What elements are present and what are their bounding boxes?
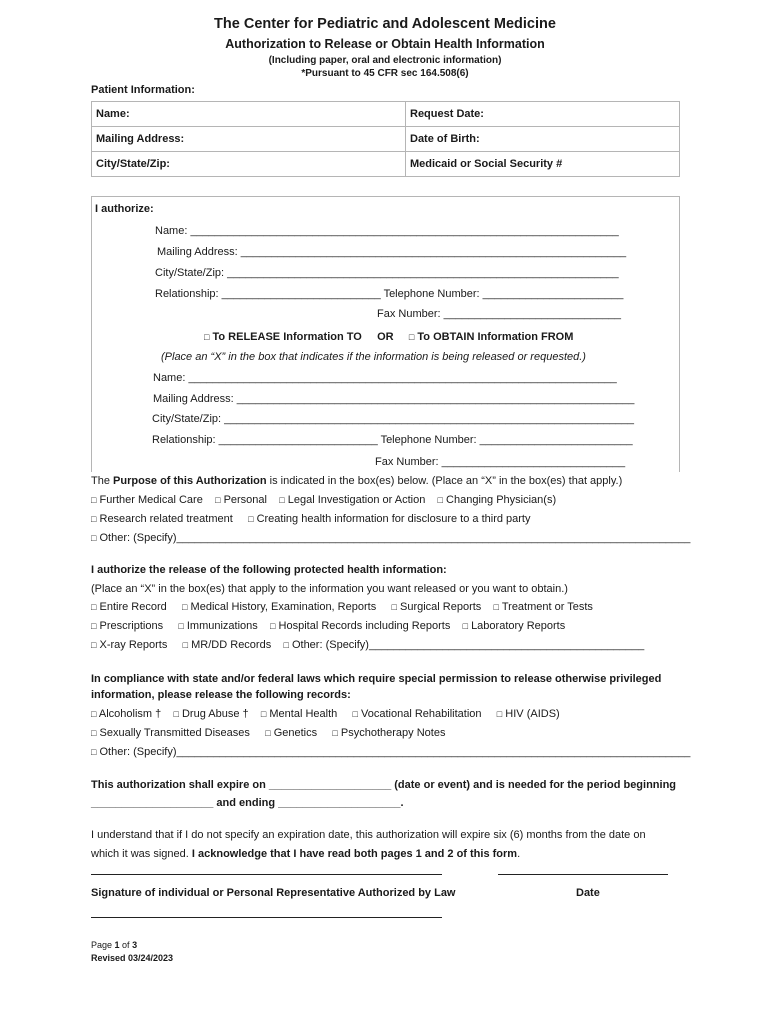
checkbox-medical-history[interactable]: □ Medical History, Examination, Reports [182, 601, 377, 613]
patient-info-table [91, 101, 680, 177]
form-note-2: *Pursuant to 45 CFR sec 164.508(6) [301, 68, 469, 79]
request-date-field[interactable]: Request Date: [406, 102, 680, 127]
patient-info-heading: Patient Information: [91, 84, 195, 96]
obtain-checkbox-icon[interactable]: □ [408, 332, 415, 342]
checkbox-drug-abuse[interactable]: □ Drug Abuse † [173, 708, 249, 720]
purpose-options-row-1 [91, 494, 556, 506]
release-obtain-row [204, 331, 573, 343]
form-title: The Center for Pediatric and Adolescent Medicine [214, 16, 556, 32]
checkbox-creating-info[interactable]: □ Creating health information for disclosure to a third party [248, 513, 531, 525]
expire-line-2: ____________________ and ending ____________________. [91, 797, 404, 809]
checkbox-hospital-records[interactable]: □ Hospital Records including Reports [270, 620, 451, 632]
checkbox-mrdd-records[interactable]: □ MR/DD Records [182, 639, 272, 651]
special-row-1 [91, 708, 560, 720]
checkbox-prescriptions[interactable]: □ Prescriptions [91, 620, 164, 632]
date-of-birth-field[interactable]: Date of Birth: [406, 127, 680, 152]
phi-row-3 [91, 639, 644, 651]
checkbox-legal-investigation[interactable]: □ Legal Investigation or Action [279, 494, 426, 506]
checkbox-laboratory-reports[interactable]: □ Laboratory Reports [462, 620, 566, 632]
authorized-mailing-field[interactable]: Mailing Address: _______________________________________________________________ [157, 246, 627, 258]
authorized-city-field[interactable]: City/State/Zip: ________________________________________________________________ [155, 267, 619, 279]
checkbox-surgical-reports[interactable]: □ Surgical Reports [391, 601, 482, 613]
phi-heading: I authorize the release of the following protected health information: [91, 564, 447, 576]
checkbox-entire-record[interactable]: □ Entire Record [91, 601, 167, 613]
checkbox-hiv[interactable]: □ HIV (AIDS) [496, 708, 560, 720]
checkbox-mental-health[interactable]: □ Mental Health [260, 708, 338, 720]
checkbox-genetics[interactable]: □ Genetics [265, 727, 318, 739]
party-relationship-field[interactable]: Relationship: __________________________ Telephone Number: _________________________ [152, 434, 633, 446]
checkbox-psychotherapy[interactable]: □ Psychotherapy Notes [332, 727, 446, 739]
party-city-field[interactable]: City/State/Zip: ___________________________________________________________________ [152, 413, 635, 425]
witness-line[interactable] [91, 917, 442, 918]
checkbox-personal[interactable]: □ Personal [215, 494, 267, 506]
checkbox-vocational-rehab[interactable]: □ Vocational Rehabilitation [352, 708, 482, 720]
checkbox-std[interactable]: □ Sexually Transmitted Diseases [91, 727, 250, 739]
checkbox-xray-reports[interactable]: □ X-ray Reports [91, 639, 168, 651]
checkbox-changing-physician[interactable]: □ Changing Physician(s) [437, 494, 557, 506]
special-heading-2: information, please release the following records: [91, 689, 351, 701]
mailing-address-field[interactable]: Mailing Address: [92, 127, 406, 152]
special-heading-1: In compliance with state and/or federal laws which require special permission to release otherwise privileged [91, 673, 662, 685]
city-state-zip-field[interactable]: City/State/Zip: [92, 152, 406, 177]
obtain-label: To OBTAIN Information FROM [417, 331, 574, 343]
signature-label: Signature of individual or Personal Representative Authorized by Law [91, 887, 456, 899]
release-label: To RELEASE Information TO [212, 331, 362, 343]
page-number: Page 1 of 3 [91, 940, 138, 950]
authorize-heading: I authorize: [95, 203, 154, 215]
checkbox-treatment-tests[interactable]: □ Treatment or Tests [493, 601, 593, 613]
authorized-relationship-field[interactable]: Relationship: __________________________ Telephone Number: _______________________ [155, 288, 624, 300]
special-row-2 [91, 727, 445, 739]
checkbox-alcoholism[interactable]: □ Alcoholism † [91, 708, 162, 720]
party-name-field[interactable]: Name: ______________________________________________________________________ [153, 372, 617, 384]
release-instruction: (Place an “X” in the box that indicates if the information is being released or requested.) [161, 351, 586, 363]
date-label: Date [576, 887, 600, 899]
understand-line-2: which it was signed. I acknowledge that I have read both pages 1 and 2 of this form. [91, 848, 521, 860]
checkbox-research[interactable]: □ Research related treatment [91, 513, 233, 525]
revised-date: Revised 03/24/2023 [91, 953, 174, 963]
party-fax-field[interactable]: Fax Number: ______________________________ [375, 456, 626, 468]
checkbox-immunizations[interactable]: □ Immunizations [178, 620, 258, 632]
patient-name-field[interactable]: Name: [92, 102, 406, 127]
special-other-field[interactable]: □ Other: (Specify)____________________________________________________________________________________ [91, 746, 691, 758]
authorized-name-field[interactable]: Name: ______________________________________________________________________ [155, 225, 619, 237]
date-line[interactable] [498, 874, 668, 875]
form-subtitle: Authorization to Release or Obtain Health Information [225, 37, 545, 51]
phi-instruction: (Place an “X” in the box(es) that apply to the information you want released or you want to obtain.) [91, 583, 568, 595]
understand-line-1: I understand that if I do not specify an expiration date, this authorization will expire six (6) months from the date on [91, 829, 646, 841]
or-label: OR [377, 331, 394, 343]
form-note-1: (Including paper, oral and electronic information) [268, 55, 502, 66]
checkbox-phi-other[interactable]: □ Other: (Specify)_____________________________________________ [283, 639, 645, 651]
medicaid-ssn-field[interactable]: Medicaid or Social Security # [406, 152, 680, 177]
signature-line[interactable] [91, 874, 442, 875]
purpose-intro: The Purpose of this Authorization is indicated in the box(es) below. (Place an “X” in the box(es) that apply.) [91, 475, 623, 487]
phi-row-2 [91, 620, 565, 632]
release-checkbox-icon[interactable]: □ [204, 332, 210, 342]
phi-row-1 [91, 601, 593, 613]
checkbox-further-medical-care[interactable]: □ Further Medical Care [91, 494, 203, 506]
party-mailing-field[interactable]: Mailing Address: _________________________________________________________________ [153, 393, 635, 405]
expire-line-1: This authorization shall expire on ____________________ (date or event) and is needed for the period beginning [91, 779, 677, 791]
purpose-other-field[interactable]: □ Other: (Specify)____________________________________________________________________________________ [91, 532, 691, 544]
purpose-options-row-2 [91, 513, 531, 525]
authorized-fax-field[interactable]: Fax Number: _____________________________ [377, 308, 622, 320]
